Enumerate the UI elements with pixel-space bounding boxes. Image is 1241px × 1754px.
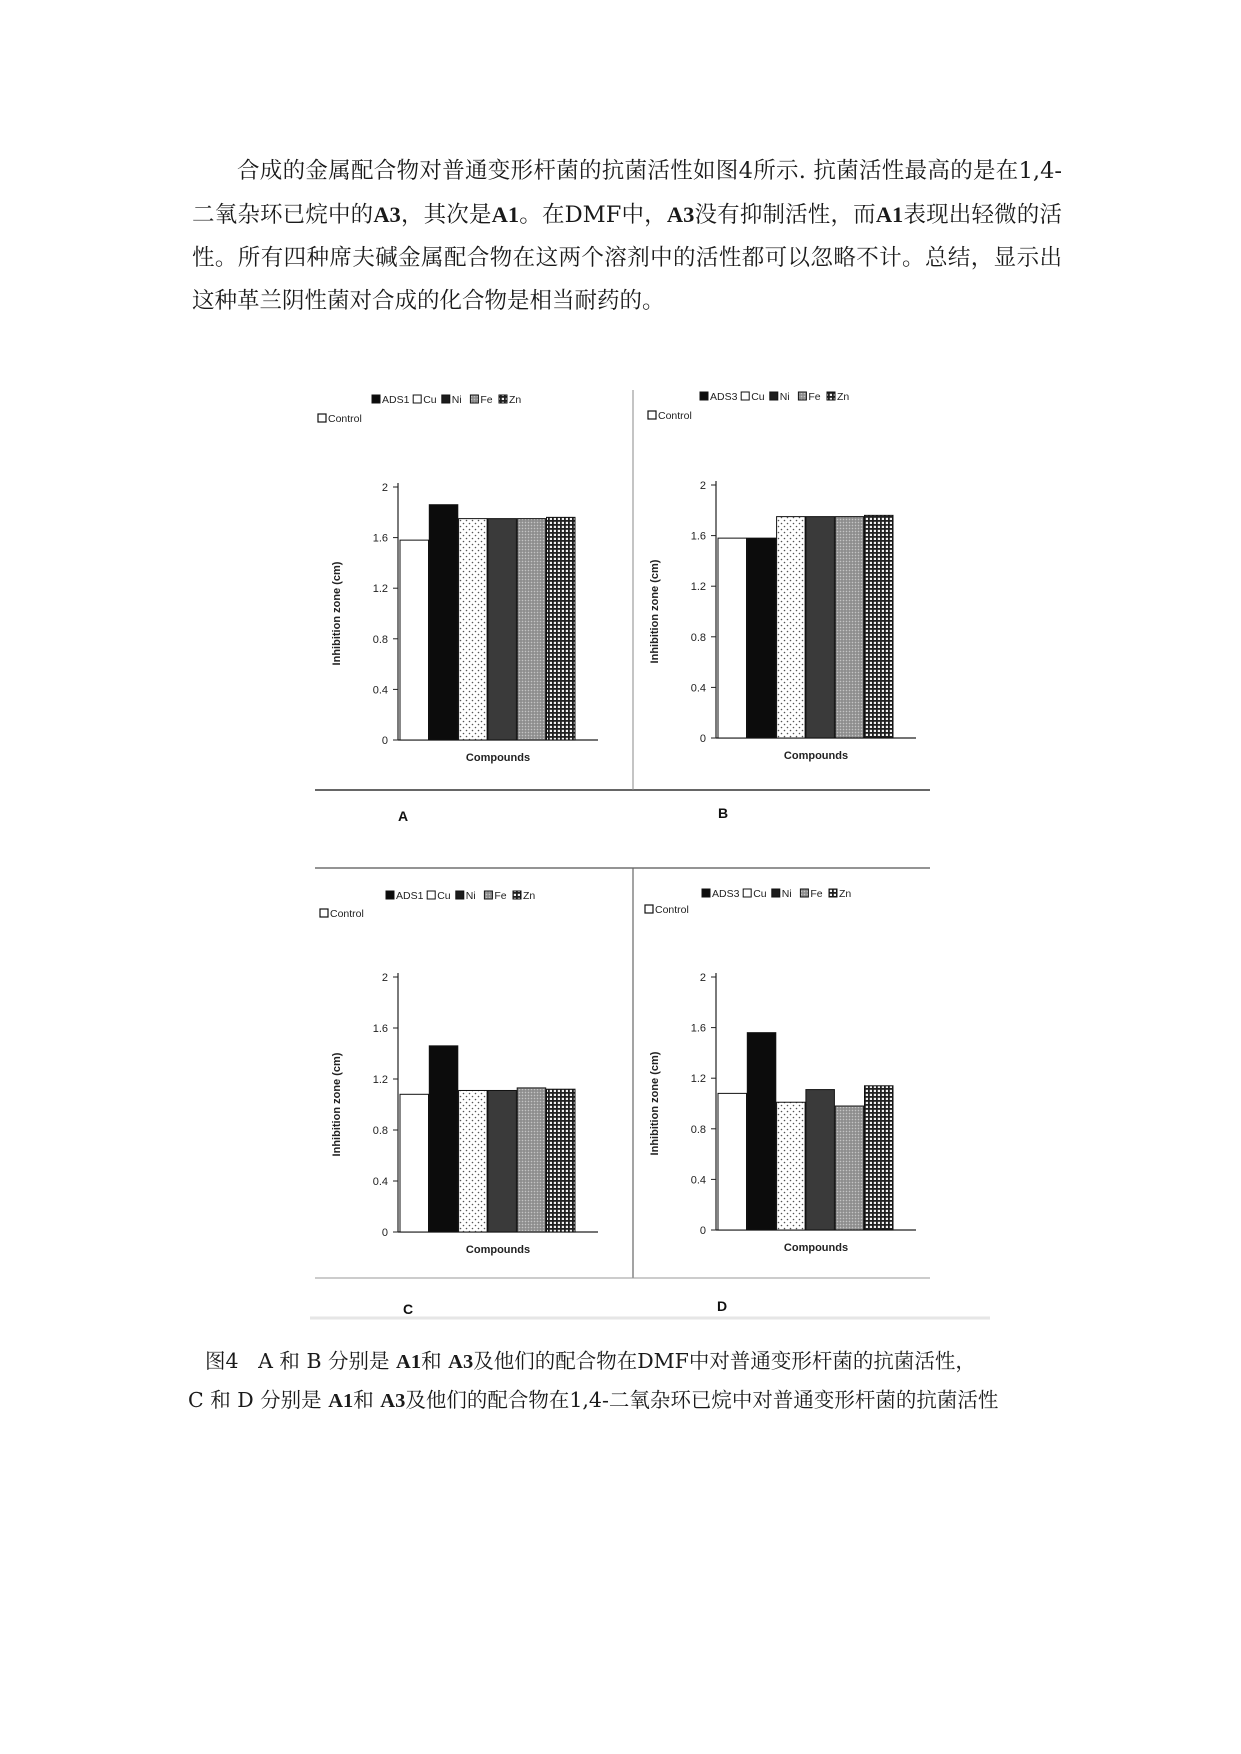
legend-swatch — [386, 891, 394, 899]
legend-label: Zn — [509, 394, 522, 406]
bar-control — [718, 1093, 747, 1230]
y-tick-label: 2 — [699, 972, 706, 984]
y-tick-label: 1.2 — [372, 1074, 388, 1086]
legend-swatch — [770, 392, 778, 400]
y-axis-label: Inhibition zone (cm) — [331, 1052, 343, 1157]
y-tick-label: 1.6 — [690, 530, 706, 543]
legend-label: Control — [330, 908, 364, 920]
legend-label: Zn — [839, 888, 852, 900]
legend-label: Cu — [751, 391, 765, 403]
legend-label: Ni — [779, 391, 790, 403]
legend-swatch — [798, 392, 806, 400]
legend-label: Zn — [837, 391, 850, 403]
y-tick-label: 1.6 — [690, 1022, 706, 1035]
legend-label: Cu — [437, 890, 451, 902]
bar-ni — [806, 1090, 835, 1230]
bar-zn — [547, 517, 576, 740]
bar-ni — [806, 517, 835, 738]
chart-panel-a — [318, 394, 598, 824]
legend-swatch — [413, 395, 421, 403]
y-axis-label: Inhibition zone (cm) — [331, 561, 343, 666]
legend-swatch — [456, 891, 464, 899]
panel-label: A — [398, 808, 409, 824]
legend-label: Ni — [465, 890, 476, 902]
y-tick-label: 2 — [381, 972, 388, 984]
bar-control — [718, 538, 747, 738]
y-axis-label: Inhibition zone (cm) — [649, 559, 661, 664]
x-axis-label: Compounds — [465, 752, 531, 764]
legend-label: ADS3 — [712, 888, 740, 900]
legend-label: Zn — [523, 890, 536, 902]
legend-label: Fe — [808, 391, 821, 403]
bar-control — [400, 1094, 429, 1232]
legend-label: Fe — [810, 888, 823, 900]
bar-ads1 — [429, 505, 458, 740]
legend-label: Fe — [494, 890, 507, 902]
y-tick-label: 0.4 — [372, 1176, 388, 1188]
y-tick-label: 0.8 — [690, 631, 706, 644]
y-tick-label: 2 — [699, 480, 706, 492]
legend-swatch — [513, 891, 521, 899]
y-tick-label: 0.4 — [690, 1174, 706, 1187]
legend-label: Ni — [451, 394, 462, 406]
legend-swatch — [800, 889, 808, 897]
legend-label: Cu — [423, 394, 437, 406]
x-axis-label: Compounds — [783, 1242, 849, 1254]
panel-label: B — [718, 805, 729, 821]
legend-swatch — [484, 891, 492, 899]
bar-ads1 — [429, 1046, 458, 1232]
legend-swatch — [645, 905, 653, 913]
bar-zn — [865, 515, 894, 738]
bar-zn — [547, 1089, 576, 1232]
legend-label: ADS1 — [382, 394, 410, 406]
y-tick-label: 1.2 — [690, 1073, 706, 1086]
legend-swatch — [470, 395, 478, 403]
bar-fe — [517, 1088, 546, 1232]
bar-fe — [835, 1106, 864, 1230]
legend-swatch — [741, 392, 749, 400]
y-tick-label: 1.2 — [690, 581, 706, 594]
bar-ni — [488, 1090, 517, 1232]
bar-control — [400, 540, 429, 740]
y-tick-label: 0.8 — [372, 1125, 388, 1137]
y-tick-label: 0 — [381, 735, 388, 747]
legend-label: Cu — [753, 888, 767, 900]
bar-ni — [488, 519, 517, 740]
legend-label: Control — [328, 413, 362, 425]
legend-swatch — [700, 392, 708, 400]
legend-swatch — [427, 891, 435, 899]
bar-fe — [517, 519, 546, 740]
chart-panel-c — [320, 890, 598, 1317]
bar-cu — [777, 517, 806, 738]
legend-swatch — [827, 392, 835, 400]
bar-cu — [777, 1102, 806, 1230]
bar-cu — [459, 1090, 488, 1232]
chart-panel-d — [645, 888, 916, 1314]
legend-swatch — [702, 889, 710, 897]
bar-ads3 — [747, 1033, 776, 1230]
figure-caption: 图4 A 和 B 分别是 A1和 A3及他们的配合物在DMF中对普通变形杆菌的抗菌活性， C 和 D 分别是 A1和 A3及他们的配合物在1,4-二氧杂环已烷中对普通变形杆菌的抗菌活性 — [188, 1349, 999, 1412]
y-tick-label: 0 — [699, 733, 706, 745]
legend-swatch — [499, 395, 507, 403]
y-tick-label: 1.2 — [372, 583, 388, 596]
panel-label: D — [717, 1298, 728, 1314]
legend-label: Control — [658, 410, 692, 422]
y-axis-label: Inhibition zone (cm) — [649, 1051, 661, 1156]
legend-swatch — [772, 889, 780, 897]
y-tick-label: 1.6 — [372, 532, 388, 545]
legend-swatch — [442, 395, 450, 403]
legend-swatch — [318, 414, 326, 422]
bar-cu — [459, 519, 488, 740]
x-axis-label: Compounds — [465, 1244, 531, 1256]
bar-fe — [835, 517, 864, 738]
legend-label: Fe — [480, 394, 493, 406]
y-tick-label: 0.4 — [372, 684, 388, 697]
y-tick-label: 0.8 — [690, 1123, 706, 1136]
y-tick-label: 0 — [699, 1225, 706, 1237]
y-tick-label: 2 — [381, 482, 388, 494]
y-tick-label: 0.4 — [690, 682, 706, 695]
bar-zn — [865, 1086, 894, 1230]
legend-swatch — [829, 889, 837, 897]
x-axis-label: Compounds — [783, 750, 849, 762]
legend-swatch — [743, 889, 751, 897]
legend-label: ADS1 — [396, 890, 424, 902]
legend-label: Control — [655, 904, 689, 916]
panel-label: C — [403, 1301, 414, 1317]
y-tick-label: 0.8 — [372, 633, 388, 646]
legend-label: Ni — [781, 888, 792, 900]
body-paragraph: 合成的金属配合物对普通变形杆菌的抗菌活性如图4所示. 抗菌活性最高的是在1,4-二氧杂环已烷中的A3，其次是A1。在DMF中，A3没有抑制活性，而A1表现出轻微的活性。所有四种席夫碱金属配合物在这两个溶剂中的活性都可以忽略不计。总结，显示出这种革兰阴性菌对合成的化合物是相当耐药的。 — [192, 158, 1062, 314]
y-tick-label: 1.6 — [372, 1023, 388, 1035]
chart-panel-b — [648, 391, 916, 821]
bar-ads3 — [747, 538, 776, 738]
y-tick-label: 0 — [381, 1227, 388, 1239]
legend-swatch — [648, 411, 656, 419]
legend-swatch — [320, 909, 328, 917]
legend-swatch — [372, 395, 380, 403]
legend-label: ADS3 — [710, 391, 738, 403]
